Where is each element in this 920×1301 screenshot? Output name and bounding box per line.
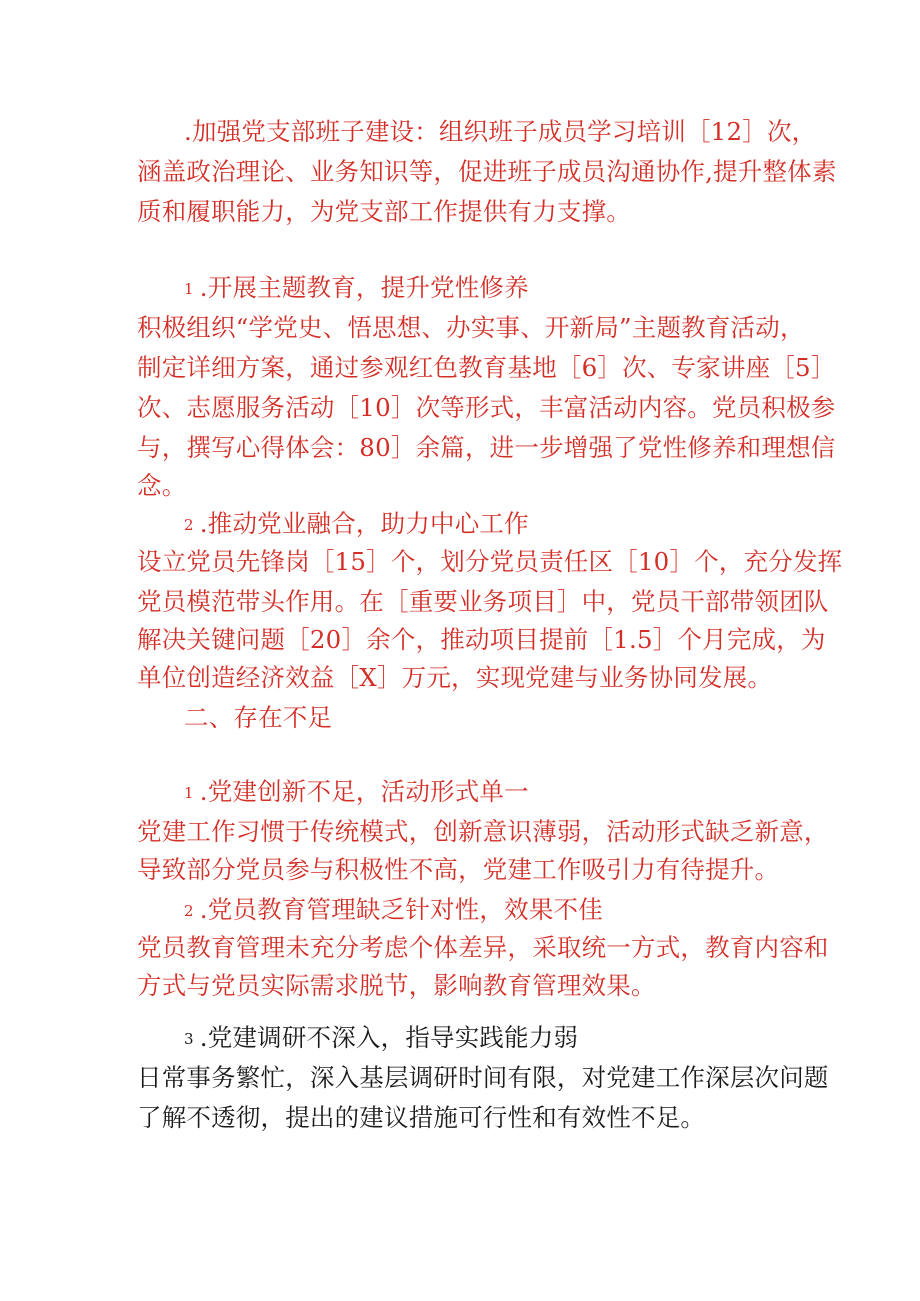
item-heading [184,890,603,930]
paragraph-line: 党员教育管理未充分考虑个体差异，采取统一方式，教育内容和 [137,933,829,962]
item-number: 3 [184,1030,194,1048]
paragraph-line: 党建工作习惯于传统模式，创新意识薄弱，活动形式缺乏新意， [137,817,829,846]
item-heading [184,772,529,812]
paragraph-line: 方式与党员实际需求脱节，影响教育管理效果。 [137,971,656,1000]
item-number: 1 [184,784,194,802]
item-heading-text: .党建创新不足，活动形式单一 [199,777,529,806]
paragraph-line: 制定详细方案，通过参观红色教育基地［6］次、专家讲座［5］ [137,353,836,382]
paragraph-line: .加强党支部班子建设：组织班子成员学习培训［12］次， [184,117,817,146]
paragraph-line: 念。 [137,471,187,500]
paragraph-line: 了解不透彻，提出的建议措施可行性和有效性不足。 [137,1103,706,1132]
item-heading-text: .党建调研不深入，指导实践能力弱 [199,1023,579,1052]
paragraph-line: 设立党员先锋岗［15］个，划分党员责任区［10］个，充分发挥 [137,547,843,576]
item-heading-text: .推动党业融合，助力中心工作 [199,509,529,538]
paragraph-line: 日常事务繁忙，深入基层调研时间有限，对党建工作深层次问题 [137,1063,829,1092]
section-title: 二、存在不足 [184,703,333,732]
paragraph-line: 次、志愿服务活动［10］次等形式，丰富活动内容。党员积极参 [137,393,836,422]
item-number: 1 [184,280,194,298]
paragraph-line: 解决关键问题［20］余个，推动项目提前［1.5］个月完成，为 [137,625,826,654]
item-heading-text: .开展主题教育，提升党性修养 [199,273,529,302]
paragraph-line: 与，撰写心得体会：80］余篇，进一步增强了党性修养和理想信 [137,433,836,462]
item-heading-text: .党员教育管理缺乏针对性，效果不佳 [199,895,603,924]
paragraph-line: 涵盖政治理论、业务知识等，促进班子成员沟通协作,提升整体素 [137,157,837,186]
paragraph-line: 积极组织“学党史、悟思想、办实事、开新局”主题教育活动， [137,313,805,342]
item-heading [184,504,529,544]
paragraph-line: 党员模范带头作用。在［重要业务项目］中，党员干部带领团队 [137,587,829,616]
paragraph-line: 单位创造经济效益［X］万元，实现党建与业务协同发展。 [137,663,773,692]
item-heading [184,1018,578,1058]
paragraph-line: 质和履职能力，为党支部工作提供有力支撑。 [137,197,631,226]
item-number: 2 [184,902,194,920]
item-heading [184,268,529,308]
paragraph-line: 导致部分党员参与积极性不高，党建工作吸引力有待提升。 [137,855,780,884]
item-number: 2 [184,516,194,534]
